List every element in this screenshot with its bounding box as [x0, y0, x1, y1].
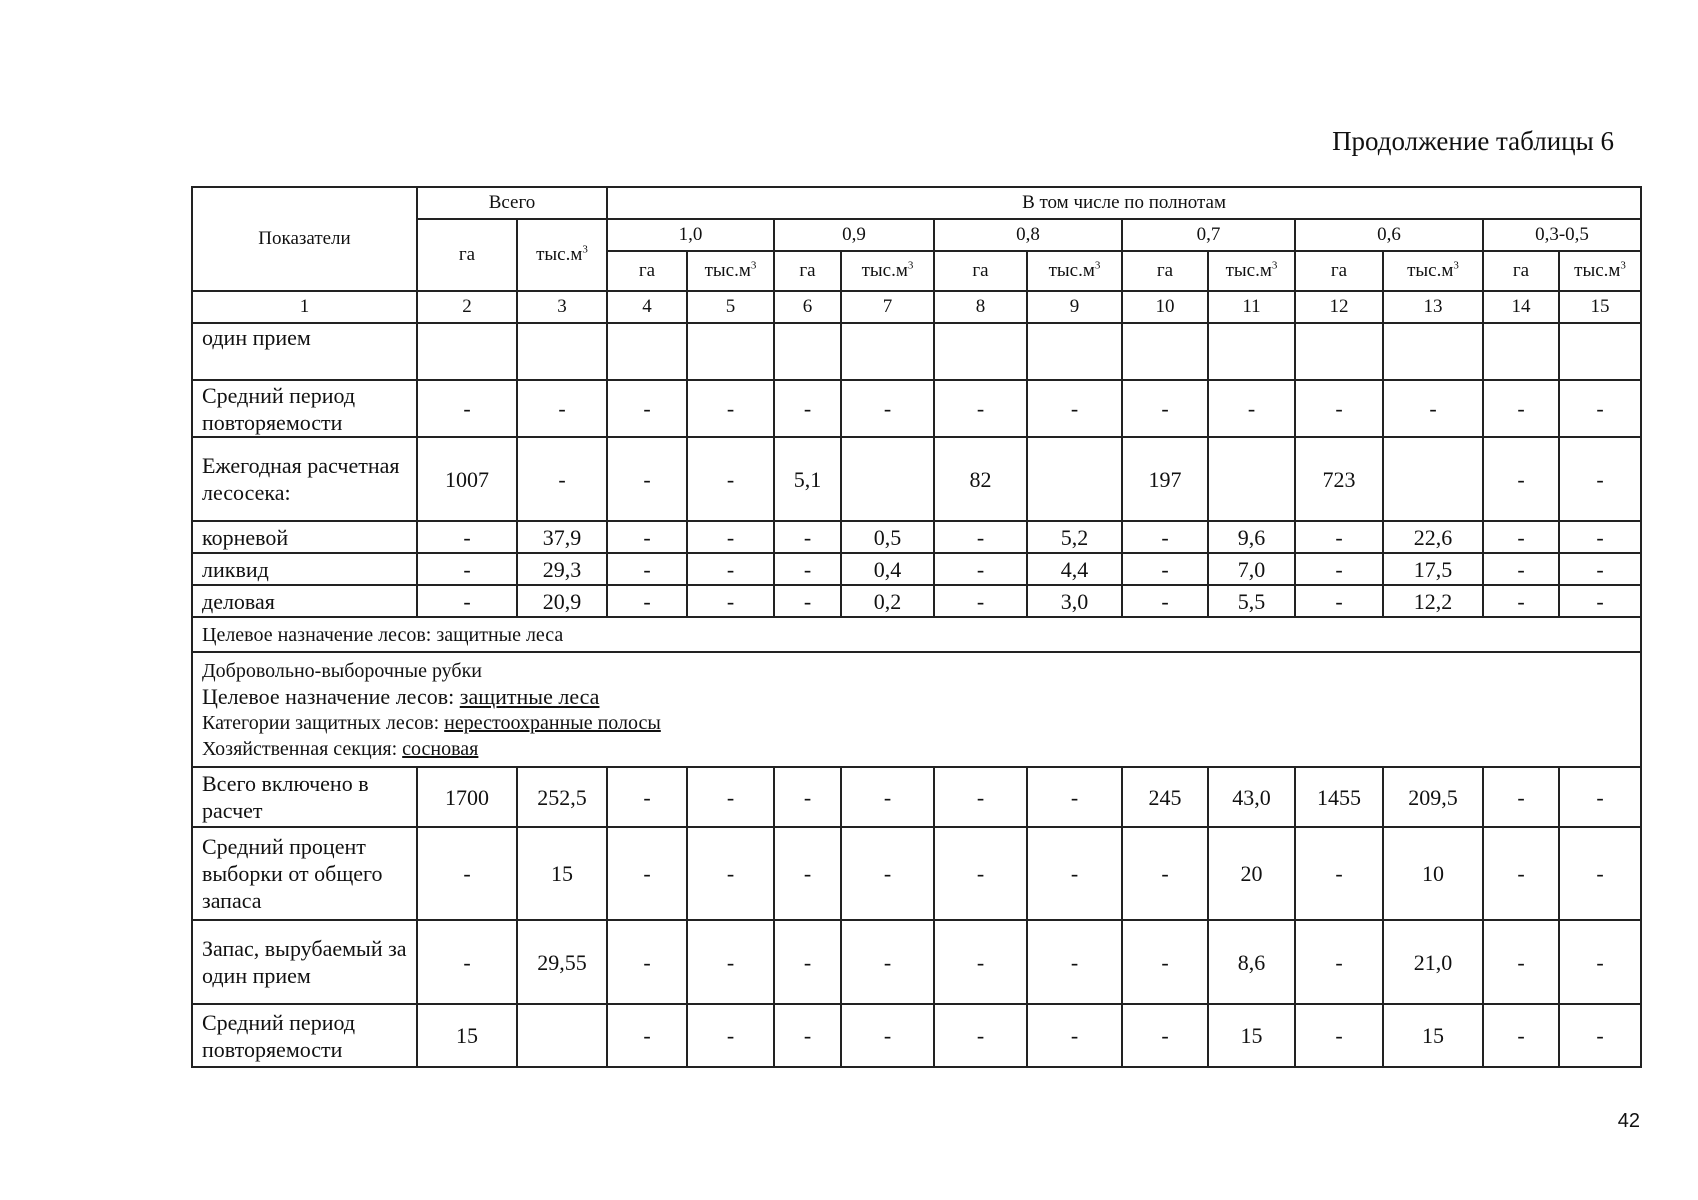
data-cell [1122, 323, 1208, 380]
category-prefix: Категории защитных лесов: [202, 712, 445, 734]
data-cell: - [1559, 380, 1641, 437]
unit-volume: тыс.м [1574, 260, 1621, 281]
data-cell: - [774, 585, 841, 617]
data-cell: 15 [517, 827, 607, 920]
data-cell: - [607, 380, 687, 437]
row-label: Средний процент выборки от общего запаса [192, 827, 417, 920]
header-total-ha: га [417, 219, 517, 291]
data-cell: - [1559, 1004, 1641, 1067]
data-cell: 8,6 [1208, 920, 1295, 1004]
table-caption: Продолжение таблицы 6 [1332, 126, 1614, 156]
data-cell: - [1295, 521, 1383, 553]
header-group: 1,0 [607, 219, 774, 251]
data-cell: - [934, 827, 1027, 920]
row-label: деловая [192, 585, 417, 617]
header-group: 0,8 [934, 219, 1122, 251]
data-cell: 22,6 [1383, 521, 1483, 553]
data-cell: 1700 [417, 767, 517, 827]
data-cell [841, 437, 934, 521]
data-cell: - [417, 920, 517, 1004]
column-number: 15 [1559, 291, 1641, 323]
unit-volume-sup: 3 [582, 243, 588, 256]
data-cell: - [774, 767, 841, 827]
data-cell: - [607, 920, 687, 1004]
data-cell: - [841, 767, 934, 827]
data-cell: - [1122, 380, 1208, 437]
data-cell: - [607, 827, 687, 920]
data-cell: 17,5 [1383, 553, 1483, 585]
data-cell: - [687, 585, 774, 617]
column-number: 5 [687, 291, 774, 323]
data-cell: - [687, 827, 774, 920]
data-cell: - [1559, 920, 1641, 1004]
data-cell: - [417, 585, 517, 617]
data-cell: - [1483, 920, 1559, 1004]
data-cell: - [1027, 920, 1122, 1004]
data-cell: - [1122, 553, 1208, 585]
data-cell: - [1122, 827, 1208, 920]
unit-ha: га [1483, 251, 1559, 291]
data-cell: - [1483, 521, 1559, 553]
data-cell: - [841, 1004, 934, 1067]
data-cell: - [687, 553, 774, 585]
data-cell: - [1027, 1004, 1122, 1067]
data-cell: 1007 [417, 437, 517, 521]
data-cell: - [1483, 585, 1559, 617]
data-cell: - [1208, 380, 1295, 437]
row-label: Ежегодная расчетная лесосека: [192, 437, 417, 521]
unit-volume-cell [687, 251, 774, 291]
category-description [202, 710, 1631, 736]
unit-volume: тыс.м [1048, 260, 1095, 281]
data-cell: - [841, 920, 934, 1004]
data-cell: 20 [1208, 827, 1295, 920]
data-cell: - [774, 920, 841, 1004]
data-cell [687, 323, 774, 380]
header-group: 0,3-0,5 [1483, 219, 1641, 251]
data-cell: - [1027, 380, 1122, 437]
data-cell: 21,0 [1383, 920, 1483, 1004]
unit-volume-sup: 3 [1620, 259, 1626, 272]
table-row [192, 437, 1641, 521]
row-label: корневой [192, 521, 417, 553]
data-cell [1027, 437, 1122, 521]
unit-volume: тыс.м [536, 244, 583, 265]
data-cell [1559, 323, 1641, 380]
data-cell [774, 323, 841, 380]
data-cell: - [774, 380, 841, 437]
data-cell: - [1295, 585, 1383, 617]
data-cell: 723 [1295, 437, 1383, 521]
header-group: 0,7 [1122, 219, 1295, 251]
data-cell: 12,2 [1383, 585, 1483, 617]
column-number-row [192, 291, 1641, 323]
data-cell: - [1122, 920, 1208, 1004]
column-number: 4 [607, 291, 687, 323]
data-cell: 15 [1208, 1004, 1295, 1067]
sector-description [202, 736, 1631, 762]
data-cell: - [687, 1004, 774, 1067]
data-cell: 5,2 [1027, 521, 1122, 553]
data-cell: - [1559, 585, 1641, 617]
data-cell: - [607, 521, 687, 553]
data-cell: - [841, 827, 934, 920]
header-group: 0,6 [1295, 219, 1483, 251]
data-cell: - [1483, 767, 1559, 827]
data-cell: 82 [934, 437, 1027, 521]
category-value: нерестоохранные полосы [444, 712, 661, 734]
data-cell: - [1295, 827, 1383, 920]
header-including: В том числе по полнотам [607, 187, 1641, 219]
data-cell [1295, 323, 1383, 380]
purpose-row [192, 617, 1641, 652]
section-block [192, 652, 1641, 767]
column-number: 2 [417, 291, 517, 323]
table-row [192, 920, 1641, 1004]
row-label: один прием [192, 323, 417, 380]
data-cell: - [1027, 767, 1122, 827]
data-cell: - [1122, 585, 1208, 617]
header-total-volume [517, 219, 607, 291]
data-cell: - [607, 553, 687, 585]
data-cell: - [774, 521, 841, 553]
data-cell: - [687, 767, 774, 827]
unit-volume-cell [1208, 251, 1295, 291]
data-cell [1027, 323, 1122, 380]
data-cell: - [1483, 827, 1559, 920]
column-number: 13 [1383, 291, 1483, 323]
data-cell: - [1295, 380, 1383, 437]
column-number: 9 [1027, 291, 1122, 323]
data-cell: 252,5 [517, 767, 607, 827]
unit-volume-cell [1027, 251, 1122, 291]
data-cell: - [774, 1004, 841, 1067]
purpose-description [202, 684, 1631, 710]
column-number: 6 [774, 291, 841, 323]
data-cell: - [1483, 553, 1559, 585]
data-cell: 5,5 [1208, 585, 1295, 617]
column-number: 10 [1122, 291, 1208, 323]
unit-ha: га [607, 251, 687, 291]
data-cell: - [1559, 827, 1641, 920]
unit-volume-sup: 3 [907, 259, 914, 272]
data-cell: - [417, 553, 517, 585]
data-cell: - [417, 827, 517, 920]
data-cell: - [1027, 827, 1122, 920]
data-cell: - [934, 521, 1027, 553]
data-cell: - [1483, 1004, 1559, 1067]
unit-volume-cell [1383, 251, 1483, 291]
column-number: 12 [1295, 291, 1383, 323]
data-cell: - [1483, 437, 1559, 521]
sector-prefix: Хозяйственная секция: [202, 738, 403, 760]
data-cell: - [1559, 521, 1641, 553]
data-cell: 7,0 [1208, 553, 1295, 585]
unit-volume: тыс.м [1407, 260, 1454, 281]
data-cell: - [934, 553, 1027, 585]
data-cell: 0,5 [841, 521, 934, 553]
unit-ha: га [934, 251, 1027, 291]
data-cell: - [1559, 767, 1641, 827]
data-cell: - [687, 920, 774, 1004]
data-cell: - [417, 521, 517, 553]
sector-value: сосновая [402, 738, 479, 760]
data-cell [841, 323, 934, 380]
data-cell: - [1295, 1004, 1383, 1067]
page-number: 42 [1617, 1110, 1640, 1132]
column-number: 14 [1483, 291, 1559, 323]
table-row [192, 1004, 1641, 1067]
data-cell: - [1122, 521, 1208, 553]
data-cell: 209,5 [1383, 767, 1483, 827]
data-cell: - [607, 767, 687, 827]
data-cell: - [1483, 380, 1559, 437]
row-label: Средний период повторяемости [192, 380, 417, 437]
column-number: 3 [517, 291, 607, 323]
data-cell [417, 323, 517, 380]
data-cell: 10 [1383, 827, 1483, 920]
column-number: 1 [192, 291, 417, 323]
unit-ha: га [774, 251, 841, 291]
data-cell: - [687, 380, 774, 437]
table-row [192, 585, 1641, 617]
column-number: 7 [841, 291, 934, 323]
data-cell: 0,2 [841, 585, 934, 617]
unit-volume-cell [841, 251, 934, 291]
data-cell: 245 [1122, 767, 1208, 827]
data-cell: - [1295, 553, 1383, 585]
row-label: Средний период повторяемости [192, 1004, 417, 1067]
data-cell [934, 323, 1027, 380]
data-cell: - [934, 767, 1027, 827]
data-cell: - [934, 380, 1027, 437]
data-cell [607, 323, 687, 380]
section-row [192, 652, 1641, 767]
header-group: 0,9 [774, 219, 934, 251]
forest-table [191, 186, 1642, 1068]
unit-volume-cell [1559, 251, 1641, 291]
unit-volume: тыс.м [1225, 260, 1272, 281]
data-cell: - [607, 1004, 687, 1067]
data-cell: - [1295, 920, 1383, 1004]
data-cell: - [934, 585, 1027, 617]
row-label: ликвид [192, 553, 417, 585]
data-cell: - [417, 380, 517, 437]
data-cell: - [1559, 553, 1641, 585]
unit-volume-sup: 3 [1094, 259, 1101, 272]
header-indicators: Показатели [192, 187, 417, 291]
data-cell [1383, 437, 1483, 521]
unit-volume: тыс.м [861, 260, 908, 281]
data-cell: - [607, 585, 687, 617]
data-cell: - [517, 437, 607, 521]
data-cell: 5,1 [774, 437, 841, 521]
data-cell: 4,4 [1027, 553, 1122, 585]
header-row-1 [192, 187, 1641, 219]
unit-ha: га [1122, 251, 1208, 291]
table-row [192, 380, 1641, 437]
data-cell: - [1383, 380, 1483, 437]
column-number: 8 [934, 291, 1027, 323]
data-cell [1383, 323, 1483, 380]
data-cell: 37,9 [517, 521, 607, 553]
data-cell: - [1122, 1004, 1208, 1067]
data-cell: - [1559, 437, 1641, 521]
data-cell: 20,9 [517, 585, 607, 617]
table-row [192, 767, 1641, 827]
table-row [192, 553, 1641, 585]
data-cell: 15 [1383, 1004, 1483, 1067]
data-cell: - [774, 553, 841, 585]
data-cell: 3,0 [1027, 585, 1122, 617]
unit-ha: га [1295, 251, 1383, 291]
data-cell: 29,55 [517, 920, 607, 1004]
data-cell: - [517, 380, 607, 437]
data-cell: - [607, 437, 687, 521]
data-cell [517, 323, 607, 380]
data-cell: 43,0 [1208, 767, 1295, 827]
data-cell: - [934, 1004, 1027, 1067]
row-label: Запас, вырубаемый за один прием [192, 920, 417, 1004]
unit-volume-sup: 3 [1453, 259, 1459, 272]
purpose-line: Целевое назначение лесов: защитные леса [192, 617, 1641, 652]
table-row [192, 827, 1641, 920]
data-cell [517, 1004, 607, 1067]
data-cell: - [841, 380, 934, 437]
data-cell: 197 [1122, 437, 1208, 521]
cutting-type: Добровольно-выборочные рубки [202, 660, 483, 682]
data-cell: 1455 [1295, 767, 1383, 827]
data-cell: 9,6 [1208, 521, 1295, 553]
data-cell: - [687, 437, 774, 521]
column-number: 11 [1208, 291, 1295, 323]
header-total: Всего [417, 187, 607, 219]
data-cell: - [687, 521, 774, 553]
purpose-prefix: Целевое назначение лесов: [202, 684, 460, 709]
table-row [192, 521, 1641, 553]
data-cell [1208, 437, 1295, 521]
data-cell: 0,4 [841, 553, 934, 585]
table-row [192, 323, 1641, 380]
data-cell: - [934, 920, 1027, 1004]
data-cell [1483, 323, 1559, 380]
unit-volume-sup: 3 [1271, 259, 1278, 272]
unit-volume-sup: 3 [750, 259, 757, 272]
row-label: Всего включено в расчет [192, 767, 417, 827]
data-cell: - [774, 827, 841, 920]
data-cell [1208, 323, 1295, 380]
unit-volume: тыс.м [704, 260, 751, 281]
data-cell: 15 [417, 1004, 517, 1067]
data-cell: 29,3 [517, 553, 607, 585]
purpose-value: защитные леса [459, 684, 600, 709]
